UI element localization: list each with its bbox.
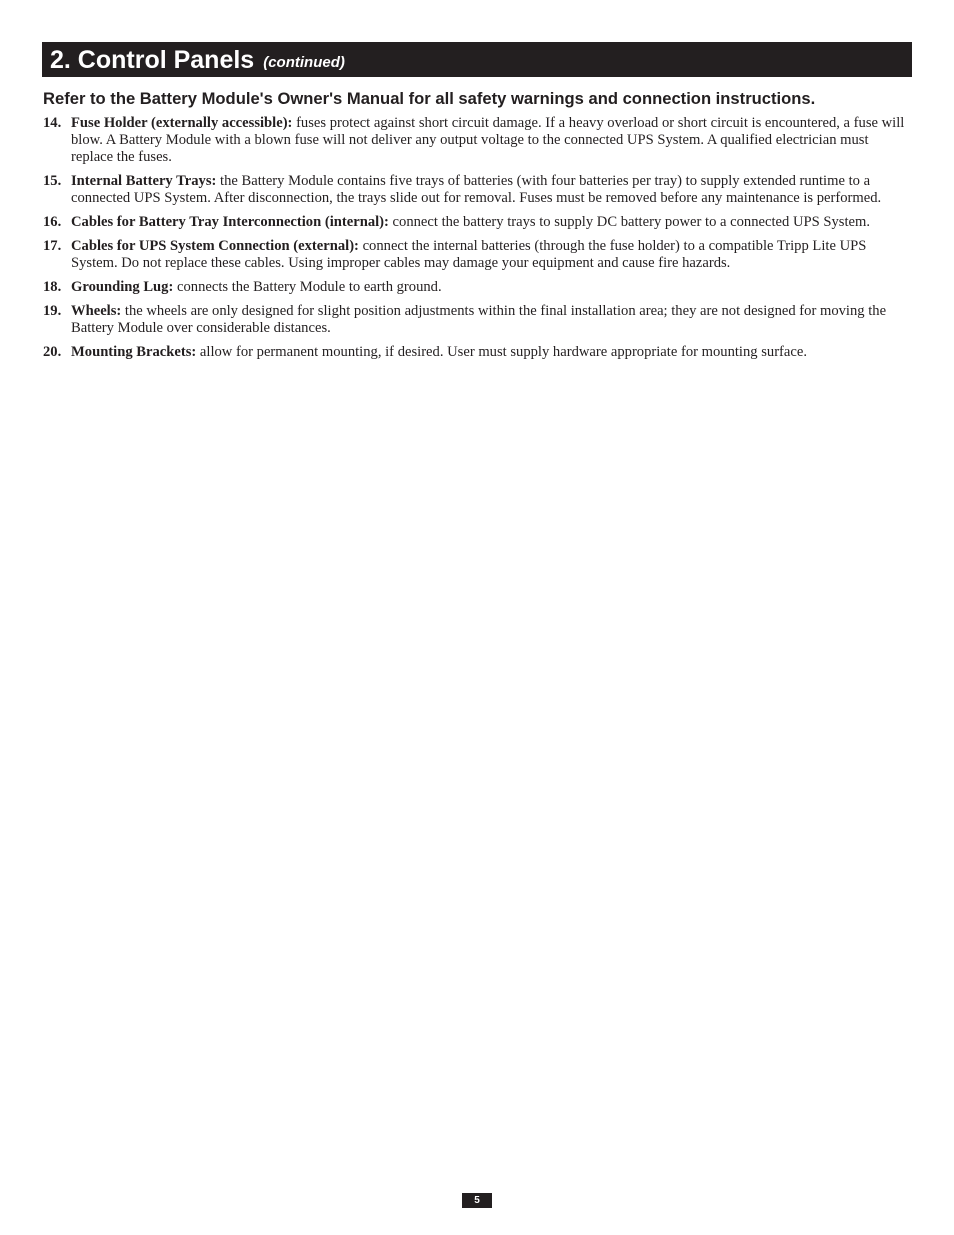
item-number: 19. (43, 303, 62, 319)
item-text: allow for permanent mounting, if desired. User must supply hardware appropriate for mounting surface. (196, 344, 808, 360)
section-title: 2. Control Panels (50, 46, 255, 74)
item-term: Cables for UPS System Connection (external): (71, 238, 359, 254)
item-body (71, 214, 909, 231)
list-item (43, 344, 909, 361)
item-term: Wheels: (71, 303, 122, 319)
item-body (71, 173, 909, 207)
item-body (71, 279, 909, 296)
list-item (43, 214, 909, 231)
safety-heading: Refer to the Battery Module's Owner's Manual for all safety warnings and connection instructions. (43, 89, 816, 108)
item-term: Cables for Battery Tray Interconnection (internal): (71, 214, 389, 230)
item-number: 20. (43, 344, 62, 360)
item-body (71, 115, 909, 166)
item-text: connects the Battery Module to earth ground. (173, 279, 442, 295)
section-subtitle: (continued) (263, 54, 345, 71)
item-body (71, 344, 909, 361)
item-term: Internal Battery Trays: (71, 173, 217, 189)
item-body (71, 238, 909, 272)
item-text: fuses protect against short circuit damage. If a heavy overload or short circuit is encountered, a fuse will blow. A Battery Module with a blown fuse will not deliver any output voltage to the connected UPS System. A qualified electrician must replace the fuses. (71, 115, 905, 165)
item-text: the wheels are only designed for slight position adjustments within the final installation area; they are not designed for moving the Battery Module over considerable distances. (71, 303, 887, 336)
component-list (43, 115, 909, 368)
list-item (43, 115, 909, 166)
item-number: 18. (43, 279, 62, 295)
item-term: Mounting Brackets: (71, 344, 197, 360)
item-number: 17. (43, 238, 62, 254)
item-text: the Battery Module contains five trays of batteries (with four batteries per tray) to supply extended runtime to a connected UPS System. After disconnection, the trays slide out for removal. Fuses must be removed before any maintenance is performed. (71, 173, 882, 206)
item-number: 16. (43, 214, 62, 230)
page-number: 5 (462, 1193, 492, 1208)
list-item (43, 279, 909, 296)
item-text: connect the battery trays to supply DC battery power to a connected UPS System. (388, 214, 870, 230)
list-item (43, 173, 909, 207)
item-text: connect the internal batteries (through the fuse holder) to a compatible Tripp Lite UPS System. Do not replace these cables. Using improper cables may damage your equipment and cause fire hazards. (71, 238, 867, 271)
list-item (43, 303, 909, 337)
list-item (43, 238, 909, 272)
item-body (71, 303, 909, 337)
item-term: Grounding Lug: (71, 279, 174, 295)
item-number: 15. (43, 173, 62, 189)
section-header-bar (42, 42, 912, 77)
item-number: 14. (43, 115, 62, 131)
item-term: Fuse Holder (externally accessible): (71, 115, 293, 131)
